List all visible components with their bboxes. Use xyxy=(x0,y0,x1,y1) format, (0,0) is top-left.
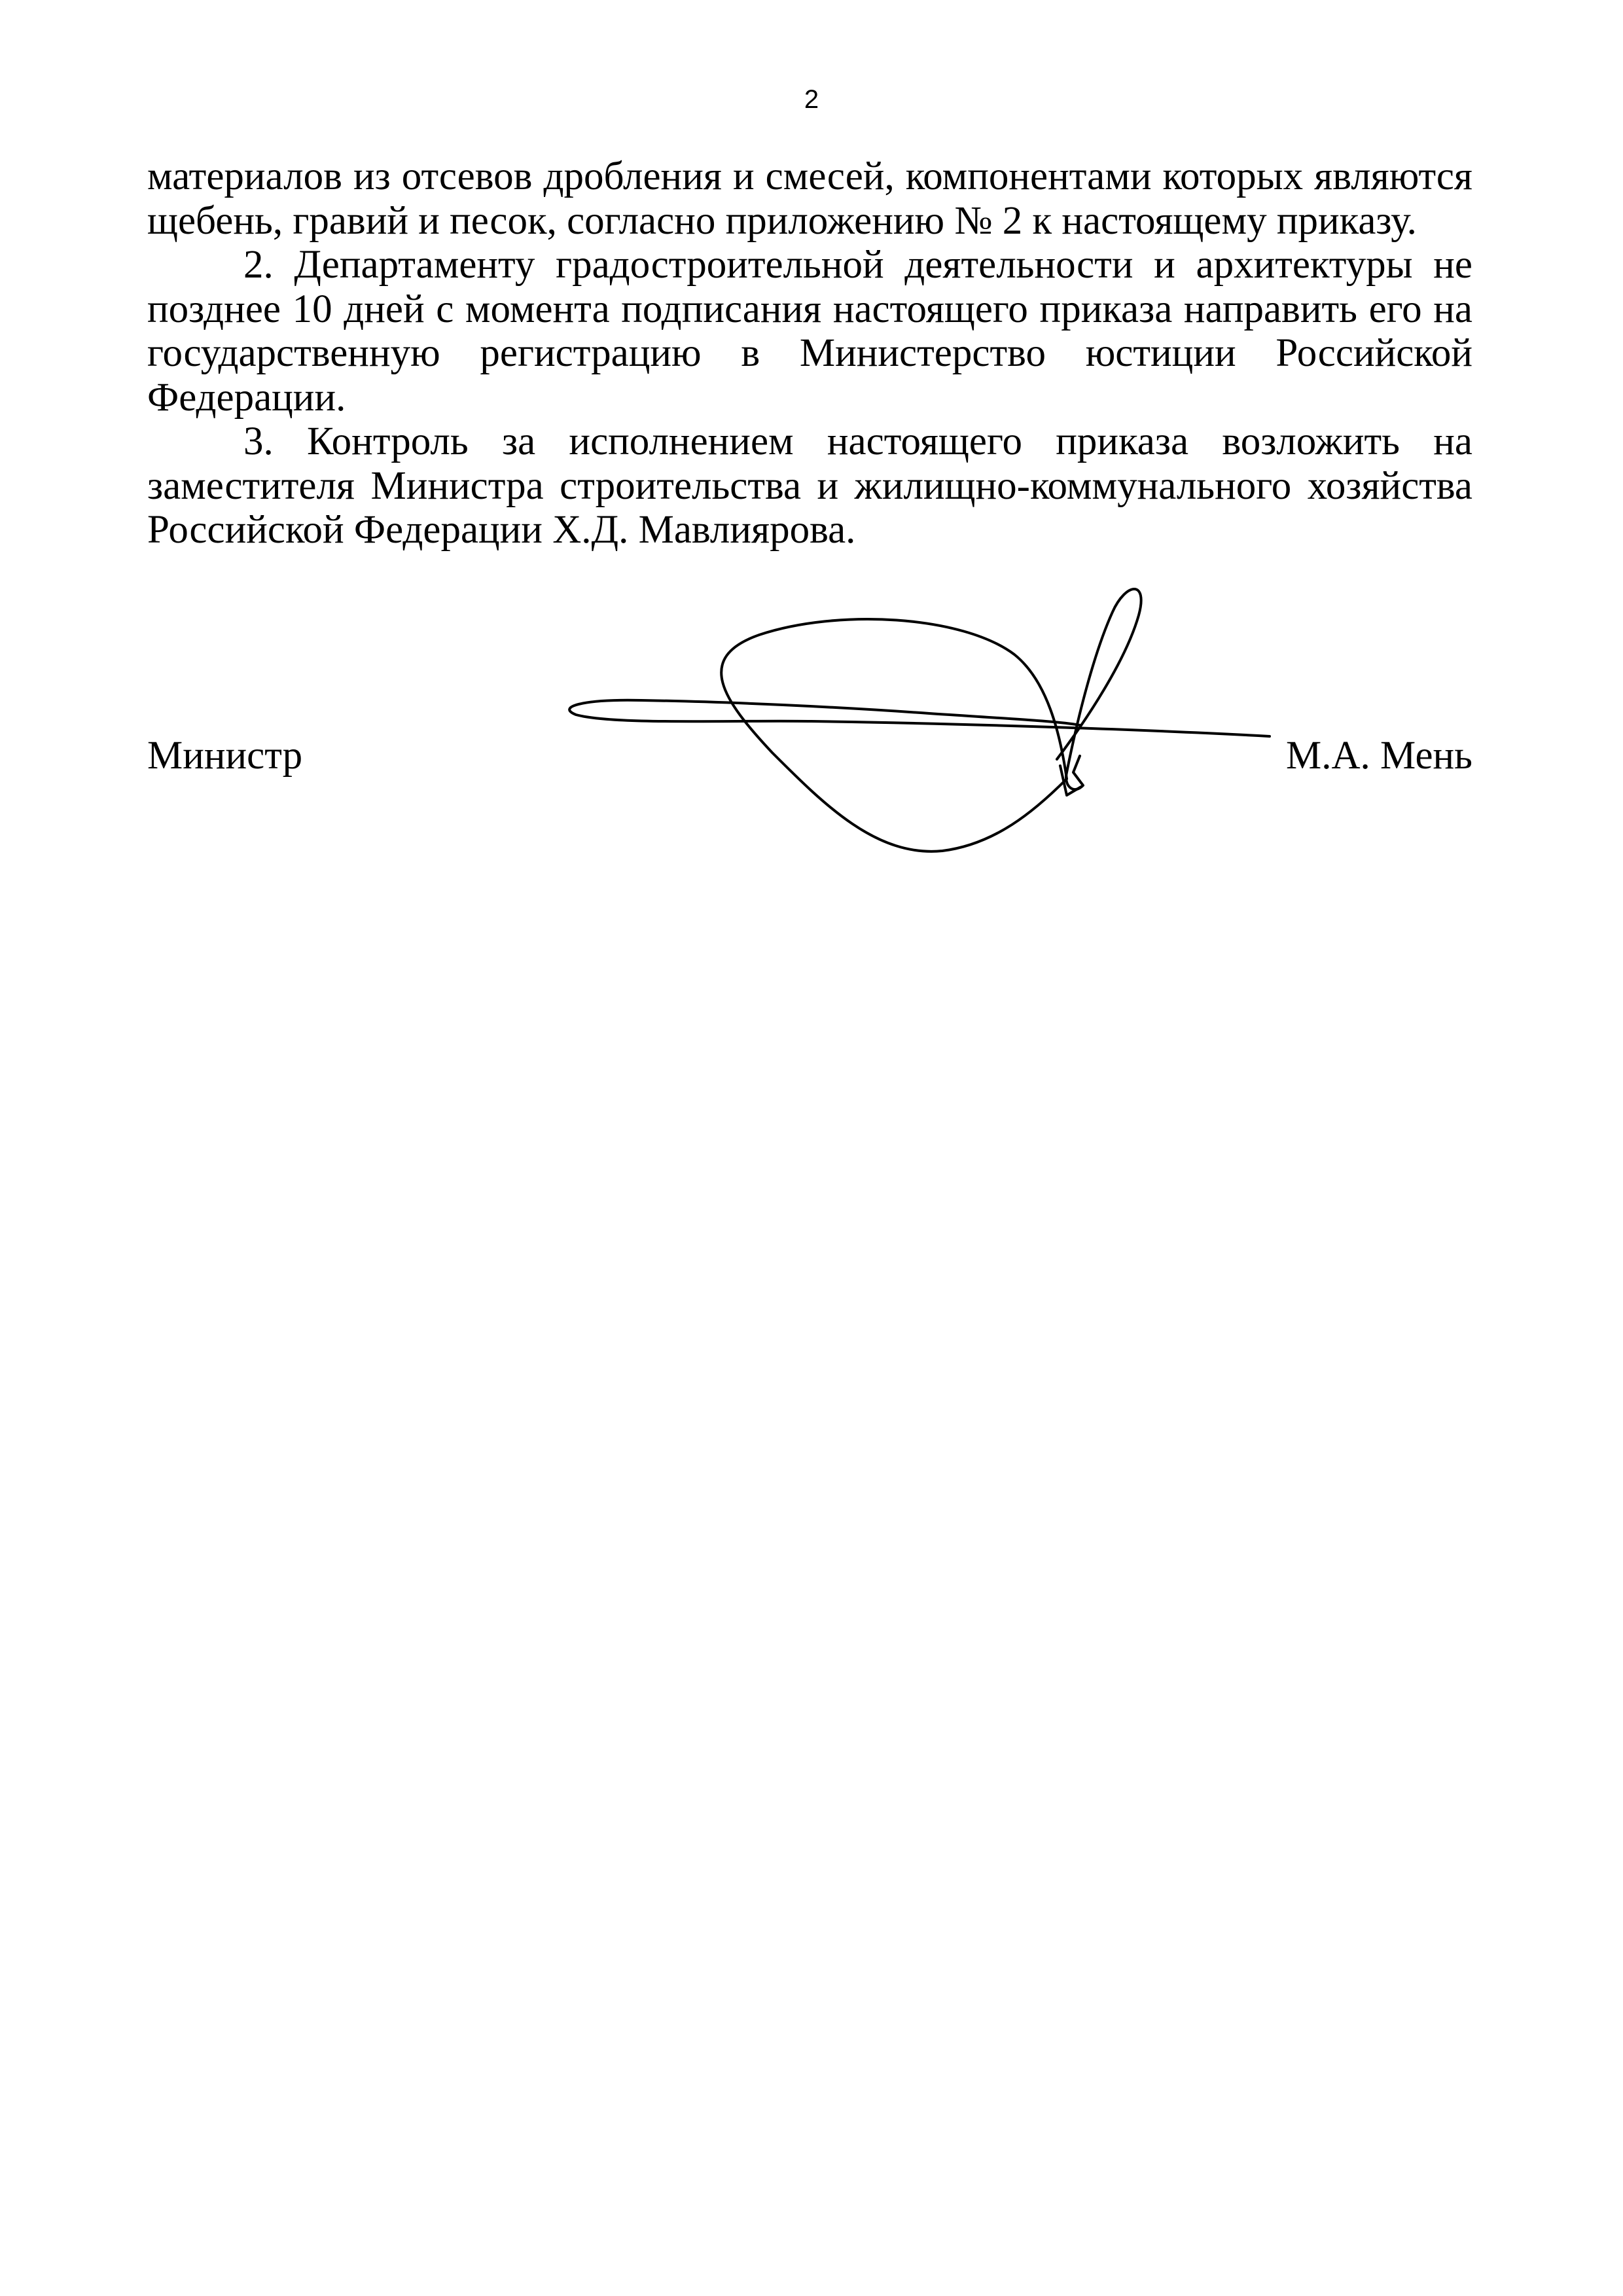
paragraph-item-2: 2. Департаменту градостроительной деятельности и архитектуры не позднее 10 дней с момента подписания настоящего приказа направить его на государственную регистрацию в Министерство юстиции Российской Федерации. xyxy=(147,243,1472,420)
document-body xyxy=(147,154,1472,552)
signature-block xyxy=(147,730,1472,782)
signer-title: Министр xyxy=(147,734,303,778)
handwritten-signature xyxy=(563,576,1283,864)
signer-name: М.А. Мень xyxy=(1285,734,1472,778)
paragraph-item-3: 3. Контроль за исполнением настоящего приказа возложить на заместителя Министра строительства и жилищно-коммунального хозяйства Российской Федерации Х.Д. Мавлиярова. xyxy=(147,420,1472,552)
page-number: 2 xyxy=(804,85,819,114)
paragraph-continuation: материалов из отсевов дробления и смесей, компонентами которых являются щебень, гравий и песок, согласно приложению № 2 к настоящему приказу. xyxy=(147,154,1472,243)
